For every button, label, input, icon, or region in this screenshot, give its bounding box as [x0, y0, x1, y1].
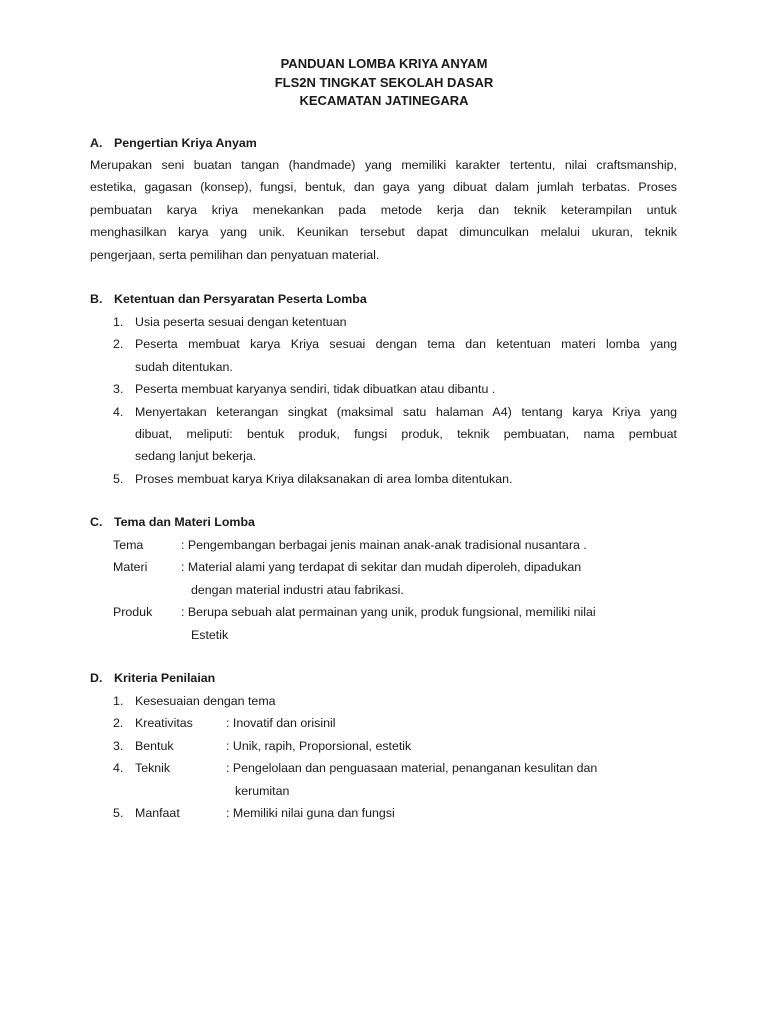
list-item: [113, 333, 677, 378]
title-line-2: FLS2N TINGKAT SEKOLAH DASAR: [274, 74, 494, 90]
section-d-heading: [90, 667, 215, 689]
criteria-key: Kreativitas: [135, 716, 193, 731]
kv-value: : Material alami yang terdapat di sekitar dan mudah diperoleh, dipadukan: [181, 560, 582, 575]
criteria-value: kerumitan: [235, 783, 290, 798]
kv-value: : Pengembangan berbagai jenis mainan anak-anak tradisional nusantara .: [181, 538, 587, 552]
list-item-line: Peserta membuat karyanya sendiri, tidak dibuatkan atau dibantu .: [135, 382, 496, 397]
section-c-heading: [90, 511, 255, 533]
title-line-1: PANDUAN LOMBA KRIYA ANYAM: [280, 56, 488, 71]
paragraph-line: menghasilkan karya yang unik. Keunikan tersebut dapat dimunculkan melalui ukuran, teknik: [90, 225, 677, 240]
criteria-key: Bentuk: [135, 738, 174, 753]
paragraph-line: pengerjaan, serta pemilihan dan penyatuan material.: [90, 247, 380, 262]
criteria-value: : Inovatif dan orisinil: [226, 716, 336, 731]
kv-key: Materi: [113, 560, 148, 575]
criteria-number: 3.: [113, 738, 124, 753]
section-b-heading: [90, 288, 367, 310]
section-c-table: [113, 534, 677, 646]
criteria-row: [113, 690, 677, 712]
criteria-number: 2.: [113, 716, 124, 731]
section-a-title: Pengertian Kriya Anyam: [114, 136, 257, 150]
criteria-value: : Unik, rapih, Proporsional, estetik: [226, 738, 412, 753]
criteria-number: 1.: [113, 694, 124, 708]
list-item-number: 3.: [113, 382, 124, 397]
kv-value: Estetik: [191, 627, 229, 642]
criteria-key: Kesesuaian dengan tema: [135, 694, 276, 708]
criteria-key: Manfaat: [135, 805, 180, 820]
list-item-line: sedang lanjut bekerja.: [135, 449, 257, 464]
list-item-line: dibuat, meliputi: bentuk produk, fungsi produk, teknik pembuatan, nama pembuat: [135, 426, 677, 441]
kv-row-produk-cont: [113, 624, 677, 646]
kv-row-materi-cont: [113, 579, 677, 601]
section-a-letter: A.: [90, 136, 103, 150]
list-item: [113, 311, 677, 333]
list-item-line: Peserta membuat karya Kriya sesuai dengan tema dan ketentuan materi lomba yang: [135, 337, 677, 352]
list-item-line: Usia peserta sesuai dengan ketentuan: [135, 315, 347, 329]
kv-row-tema: [113, 534, 677, 556]
paragraph-line: Merupakan seni buatan tangan (handmade) yang memiliki karakter tertentu, nilai craftsmanship,: [90, 158, 677, 172]
kv-row-produk: [113, 601, 677, 623]
paragraph-line: pembuatan karya kriya menekankan pada metode kerja dan teknik keterampilan untuk: [90, 202, 677, 217]
kv-value: dengan material industri atau fabrikasi.: [191, 582, 404, 597]
list-item: [113, 378, 677, 400]
list-item: [113, 468, 677, 490]
criteria-key: Teknik: [135, 761, 171, 776]
section-c-title: Tema dan Materi Lomba: [114, 515, 255, 529]
list-item-number: 1.: [113, 315, 124, 329]
kv-key: Produk: [113, 605, 153, 620]
list-item-number: 4.: [113, 404, 124, 419]
list-item: [113, 401, 677, 468]
section-c-letter: C.: [90, 515, 103, 529]
criteria-row: [113, 757, 677, 779]
section-a-heading: [90, 132, 257, 154]
title-line-3: KECAMATAN JATINEGARA: [299, 93, 469, 108]
document-title: [0, 55, 768, 111]
criteria-row-cont: [113, 780, 677, 802]
list-item-line: Menyertakan keterangan singkat (maksimal satu halaman A4) tentang karya Kriya yang: [135, 404, 677, 419]
section-b-letter: B.: [90, 292, 103, 306]
list-item-line: sudah ditentukan.: [135, 359, 233, 374]
list-item-line: Proses membuat karya Kriya dilaksanakan di area lomba ditentukan.: [135, 471, 513, 486]
criteria-value: : Pengelolaan dan penguasaan material, penanganan kesulitan dan: [226, 761, 598, 776]
criteria-row: [113, 735, 677, 757]
section-d-criteria: [113, 690, 677, 824]
list-item-number: 5.: [113, 471, 124, 486]
list-item-number: 2.: [113, 337, 124, 352]
criteria-row: [113, 802, 677, 824]
kv-value: : Berupa sebuah alat permainan yang unik, produk fungsional, memiliki nilai: [181, 605, 596, 620]
kv-key: Tema: [113, 538, 144, 552]
kv-row-materi: [113, 556, 677, 578]
section-b-title: Ketentuan dan Persyaratan Peserta Lomba: [114, 292, 367, 306]
section-d-letter: D.: [90, 671, 103, 685]
paragraph-line: estetika, gagasan (konsep), fungsi, bentuk, dan gaya yang dibuat dalam jumlah terbatas. Proses: [90, 180, 677, 195]
criteria-number: 5.: [113, 805, 124, 820]
section-b-list: [113, 311, 677, 490]
section-a-paragraph: [90, 154, 677, 266]
criteria-number: 4.: [113, 761, 124, 776]
section-d-title: Kriteria Penilaian: [114, 671, 216, 685]
criteria-value: : Memiliki nilai guna dan fungsi: [226, 805, 395, 820]
criteria-row: [113, 712, 677, 734]
